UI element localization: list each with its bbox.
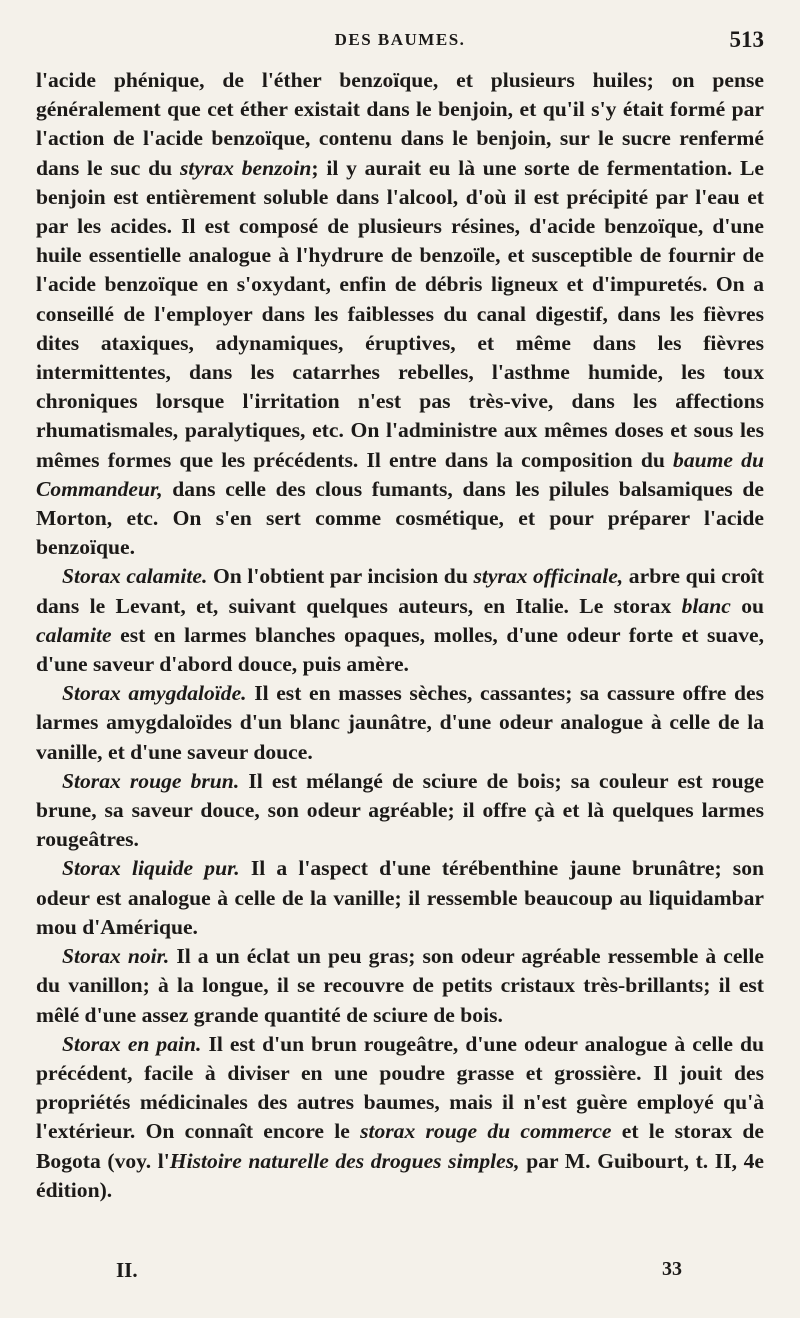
paragraph [36, 1030, 764, 1205]
page-footer [0, 1258, 800, 1288]
italic-term: Storax rouge brun. [62, 768, 240, 793]
paragraph [36, 66, 764, 562]
italic-term: Storax en pain. [62, 1031, 202, 1056]
italic-term: Storax amygdaloïde. [62, 681, 247, 706]
italic-term: Storax calamite. [62, 564, 208, 589]
text-run: ; il y aurait eu là une sorte de fermentation. Le benjoin est entièrement soluble dans l'alcool, d'où il est précipité par l'eau et par les acides. Il est composé de plusieurs résines, d'acide benzoïque, d'une huile essentielle analogue à l'hydrure de benzoïle, et susceptible de fournir de l'acide benzoïque en s'oxydant, enfin de débris ligneux et d'impuretés. On a conseillé de l'employer dans les faiblesses du canal digestif, dans les fièvres dites ataxiques, adynamiques, éruptives, et même dans les fièvres intermittentes, dans les catarrhes rebelles, l'asthme humide, les toux chroniques lorsque l'irritation n'est pas très-vive, dans les affections rhumatismales, paralytiques, etc. On l'administre aux mêmes doses et sous les mêmes formes que les précédents. Il entre dans la composition du [36, 155, 765, 472]
text-run: ou [730, 593, 764, 618]
page-header [0, 27, 800, 58]
text-run: l'acide phénique, de l'éther benzoïque, et plusieurs huiles; on pense généralement que cet éther existait dans le benjoin, et qu'il s'y était formé par l'action de l'acide benzoïque, contenu dans le benjoin, sur le sucre renfermé dans le suc du [36, 68, 764, 180]
text-run: dans celle des clous fumants, dans les pilules balsamiques de Morton, etc. On s'en sert comme cosmétique, et pour préparer l'acide benzoïque. [36, 476, 764, 560]
text-run: Il a l'aspect d'une térébenthine jaune brunâtre; son odeur est analogue à celle de la vanille; il ressemble beaucoup au liquidambar mou d'Amérique. [36, 856, 765, 939]
italic-term: Histoire naturelle des drogues simples, [169, 1148, 520, 1173]
folio-number: 33 [662, 1258, 682, 1280]
paragraph [36, 767, 764, 855]
text-run: Il est d'un brun rougeâtre, d'une odeur analogue à celle du précédent, facile à diviser en une poudre grasse et grossière. Il jouit des propriétés médicinales des autres baumes, mais il n'est guère employé qu'à l'extérieur. On connaît encore le [36, 1031, 764, 1144]
running-title: DES BAUMES. [334, 30, 466, 49]
signature-mark: II. [116, 1258, 138, 1282]
paragraph [36, 942, 764, 1030]
text-run: par M. Guibourt, t. II, 4e édition). [36, 1148, 764, 1202]
italic-term: blanc [681, 593, 731, 618]
text-run: Il est en masses sèches, cassantes; sa cassure offre des larmes amygdaloïdes d'un blanc jaunâtre, d'une odeur analogue à celle de la vanille, et d'une saveur douce. [36, 681, 764, 764]
text-run: Il a un éclat un peu gras; son odeur agréable ressemble à celle du vanillon; à la longue, il se recouvre de petits cristaux très-brillants; il est mêlé d'une assez grande quantité de sciure de bois. [36, 944, 764, 1027]
italic-term: styrax officinale, [473, 564, 624, 589]
italic-term: storax rouge du commerce [360, 1119, 612, 1144]
italic-term: baume du Commandeur, [36, 447, 764, 501]
text-run: On l'obtient par incision du [207, 564, 474, 589]
italic-term: styrax benzoin [179, 155, 312, 180]
italic-term: Storax noir. [62, 944, 170, 969]
text-run: arbre qui croît dans le Levant, et, suivant quelques auteurs, en Italie. Le storax [36, 564, 764, 618]
text-run: est en larmes blanches opaques, molles, d'une odeur forte et suave, d'une saveur d'abord douce, puis amère. [36, 622, 764, 677]
page-number: 513 [729, 27, 764, 52]
text-run: Il est mélangé de sciure de bois; sa couleur est rouge brune, sa saveur douce, son odeur agréable; il offre çà et là quelques larmes rougeâtres. [36, 768, 764, 852]
text-run: et le storax de Bogota (voy. l' [36, 1119, 764, 1173]
paragraph [36, 562, 764, 679]
italic-term: calamite [36, 622, 112, 647]
body-text [36, 66, 764, 1205]
paragraph [36, 854, 764, 942]
italic-term: Storax liquide pur. [62, 856, 240, 881]
paragraph [36, 679, 764, 767]
